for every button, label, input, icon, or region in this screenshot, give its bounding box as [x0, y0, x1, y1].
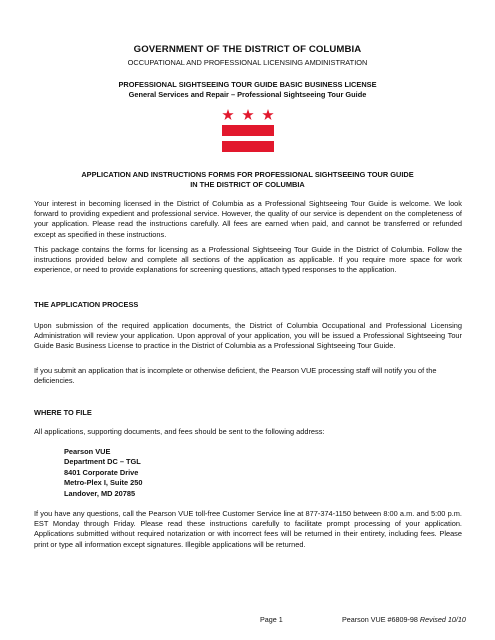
- application-process-paragraph-2: If you submit an application that is incomplete or otherwise deficient, the Pearson VUE processing staff will notify you of the deficiencies.: [34, 366, 437, 386]
- administration-heading: OCCUPATIONAL AND PROFESSIONAL LICENSING AMDINISTRATION: [127, 58, 368, 67]
- application-process-paragraph-1: Upon submission of the required application documents, the District of Columbia Occupational and Professional Licensing Administration will review your application. Upon approval of your application, you will be issued a Professional Sightseeing Tour Guide Basic Business License to practice in the District of Columbia as a Professional Sightseeing Tour Guide.: [34, 321, 462, 351]
- address-line: Metro-Plex I, Suite 250: [64, 478, 143, 488]
- form-id: Pearson VUE #6809-98: [342, 615, 418, 624]
- application-title-line2: IN THE DISTRICT OF COLUMBIA: [190, 180, 305, 189]
- page-number: Page 1: [260, 615, 283, 624]
- license-title: PROFESSIONAL SIGHTSEEING TOUR GUIDE BASIC BUSINESS LICENSE: [118, 80, 377, 89]
- where-to-file-heading: WHERE TO FILE: [34, 408, 92, 417]
- address-line: Pearson VUE: [64, 447, 111, 456]
- where-to-file-intro: All applications, supporting documents, and fees should be sent to the following address:: [34, 427, 325, 436]
- address-line: 8401 Corporate Drive: [64, 467, 139, 477]
- flag-bar-bottom: [222, 141, 274, 152]
- address-line: Department DC – TGL: [64, 457, 141, 467]
- license-subtitle: General Services and Repair – Professional Sightseeing Tour Guide: [128, 90, 367, 99]
- address-line: Landover, MD 20785: [64, 488, 136, 498]
- flag-bar-top: [222, 125, 274, 136]
- mailing-address: [64, 447, 142, 499]
- star-icon: [262, 109, 273, 120]
- government-heading: GOVERNMENT OF THE DISTRICT OF COLUMBIA: [133, 44, 362, 55]
- star-icon: [222, 109, 233, 120]
- revision-date: Revised 10/10: [419, 615, 466, 624]
- application-title-line1: APPLICATION AND INSTRUCTIONS FORMS FOR PROFESSIONAL SIGHTSEEING TOUR GUIDE: [81, 170, 414, 179]
- star-icon: [242, 109, 253, 120]
- intro-paragraph-1: Your interest in becoming licensed in the District of Columbia as a Professional Sightseeing Tour Guide is welcome. We look forward to providing expedient and professional service. However, the quality of our service is dependent on the completeness of your application. Please read the instructions carefully. All fees are earned when paid, and cannot be transferred or refunded except as specified in these instructions.: [34, 199, 462, 239]
- dc-flag-icon: [222, 109, 274, 153]
- application-process-heading: THE APPLICATION PROCESS: [34, 300, 139, 309]
- intro-paragraph-2: This package contains the forms for licensing as a Professional Sightseeing Tour Guide in the District of Columbia. Follow the instructions provided below and complete all sections of the application as applicable. If you require more space for work experience, or need to provide explanations for screening questions, attach typed responses to the application.: [34, 245, 462, 275]
- contact-paragraph: If you have any questions, call the Pearson VUE toll-free Customer Service line at 877-374-1150 between 8:00 a.m. and 5:00 p.m. EST Monday through Friday. Please read these instructions carefully to facilitate prompt processing of your application. Applications submitted without required notarization or with incorrect fees will be returned in their entirety, including fees. Please print or type all information except signatures. Illegible applications will be returned.: [34, 509, 462, 549]
- form-number: [342, 615, 466, 624]
